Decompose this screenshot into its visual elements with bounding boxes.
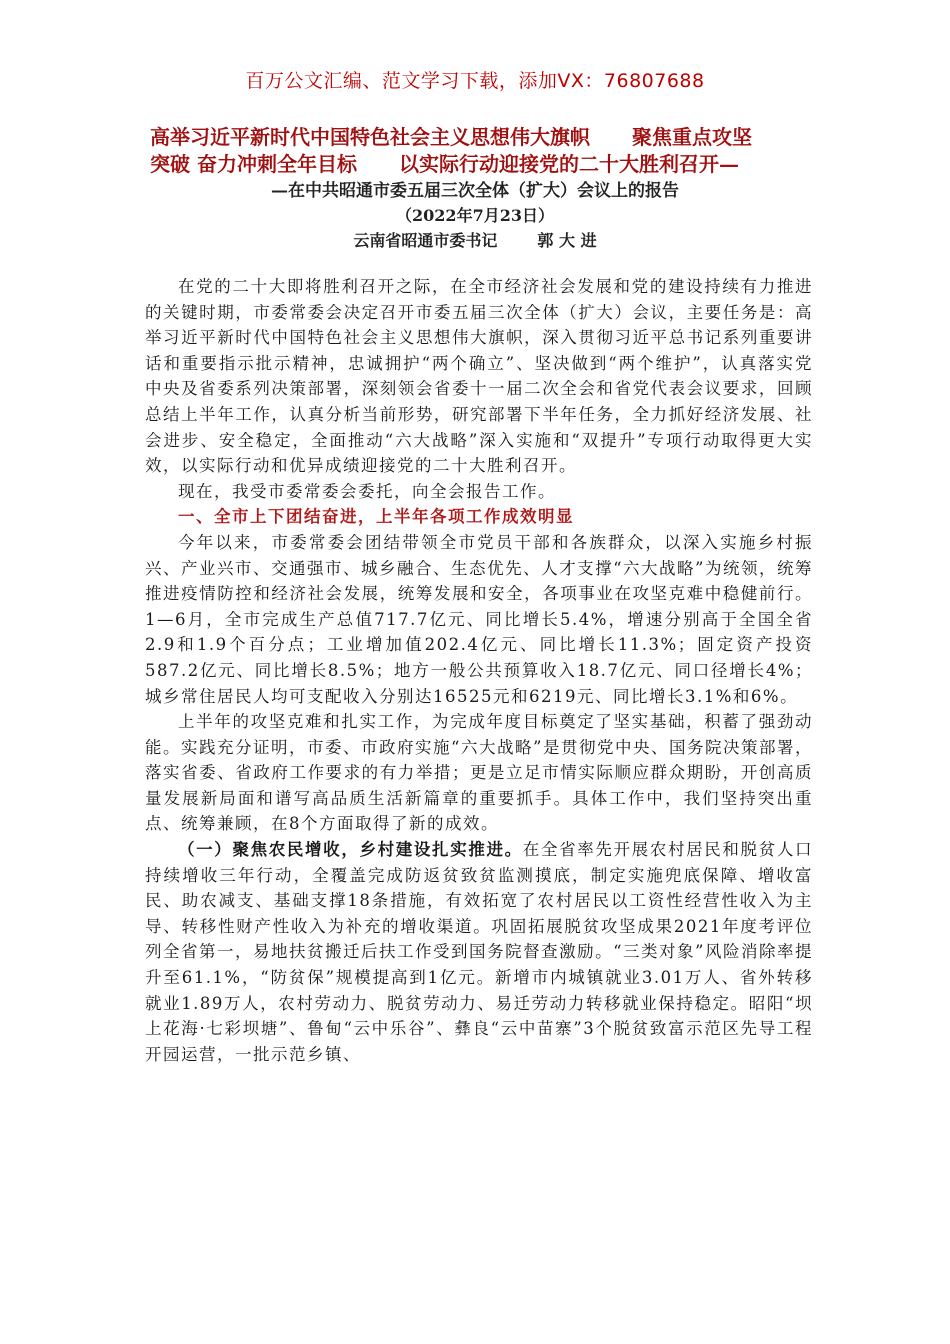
paragraph-summary: 上半年的攻坚克难和扎实工作，为完成年度目标奠定了坚实基础，积蓄了强劲动能。实践充分证明，市委、市政府实施“六大战略”是贯彻党中央、国务院决策部署，落实省委、省政府工作要求的有力举措；更是立足市情实际顺应群众期盼，开创高质量发展新局面和谱写高品质生活新篇章的重要抓手。具体工作中，我们坚持突出重点、统筹兼顾，在8个方面取得了新的成效。 [145,712,813,834]
section-heading-1: 一、全市上下团结奋进，上半年各项工作成效明显 [178,507,574,527]
document-title [150,124,810,178]
paragraph-rural [145,837,813,1067]
author-name: 郭 大 进 [537,231,597,250]
title-line2-part-b: 以实际行动迎接党的二十大胜利召开— [398,152,739,176]
title-line1-part-a: 高举习近平新时代中国特色社会主义思想伟大旗帜 [150,125,590,149]
title-line1-part-b: 聚焦重点攻坚 [632,125,752,149]
subsection-heading-1: （一）聚焦农民增收，乡村建设扎实推进。 [178,840,523,860]
paragraph-rural-text: 在全省率先开展农村居民和脱贫人口持续增收三年行动，全覆盖完成防返贫致贫监测摸底，制定实施兜底保障、增收富民、助农减支、基础支撑18条措施，有效拓宽了农村居民以工资性经营性收入为主导、转移性财产性收入为补充的增收渠道。巩固拓展脱贫攻坚成果2021年度考评位列全省第一，易地扶贫搬迁后扶工作受到国务院督查激励。“三类对象”风险消除率提升至61.1%，“防贫保”规模提高到1亿元。新增市内城镇就业3.01万人、省外转移就业1.89万人，农村劳动力、脱贫劳动力、易迁劳动力转移就业保持稳定。昭阳“坝上花海·七彩坝塘”、鲁甸“云中乐谷”、彝良“云中苗寨”3个脱贫致富示范区先导工程开园运营，一批示范乡镇、 [145,840,814,1064]
paragraph-intro: 在党的二十大即将胜利召开之际，在全市经济社会发展和党的建设持续有力推进的关键时期，市委常委会决定召开市委五届三次全体（扩大）会议，主要任务是：高举习近平新时代中国特色社会主义思想伟大旗帜，深入贯彻习近平总书记系列重要讲话和重要指示批示精神，忠诚拥护“两个确立”、坚决做到“两个维护”，认真落实党中央及省委系列决策部署，深刻领会省委十一届二次全会和省党代表会议要求，回顾总结上半年工作，认真分析当前形势，研究部署下半年任务，全力抓好经济发展、社会进步、安全稳定，全面推动“六大战略”深入实施和“双提升”专项行动取得更大实效，以实际行动和优异成绩迎接党的二十大胜利召开。 [145,277,813,476]
document-date: （2022年7月23日） [396,206,554,225]
paragraph-achievements: 今年以来，市委常委会团结带领全市党员干部和各族群众，以深入实施乡村振兴、产业兴市、交通强市、城乡融合、生态优先、人才支撑“六大战略”为统领，统筹推进疫情防控和经济社会发展，统筹发展和安全，各项事业在攻坚克难中稳健前行。1—6月，全市完成生产总值717.7亿元、同比增长5.4%，增速分别高于全国全省2.9和1.9个百分点；工业增加值202.4亿元、同比增长11.3%；固定资产投资587.2亿元、同比增长8.5%；地方一般公共预算收入18.7亿元、同口径增长4%；城乡常住居民人均可支配收入分别达16525元和6219元、同比增长3.1%和6%。 [145,532,813,706]
document-author [0,228,950,251]
paragraph-report: 现在，我受市委常委会委托，向全会报告工作。 [178,481,556,501]
author-role: 云南省昭通市委书记 [353,231,498,250]
download-banner: 百万公文汇编、范文学习下载，添加VX：76807688 [245,70,705,92]
document-body [145,274,813,1067]
document-subtitle: —在中共昭通市委五届三次全体（扩大）会议上的报告 [271,181,679,201]
title-line2-part-a: 突破 奋力冲刺全年目标 [150,152,357,176]
